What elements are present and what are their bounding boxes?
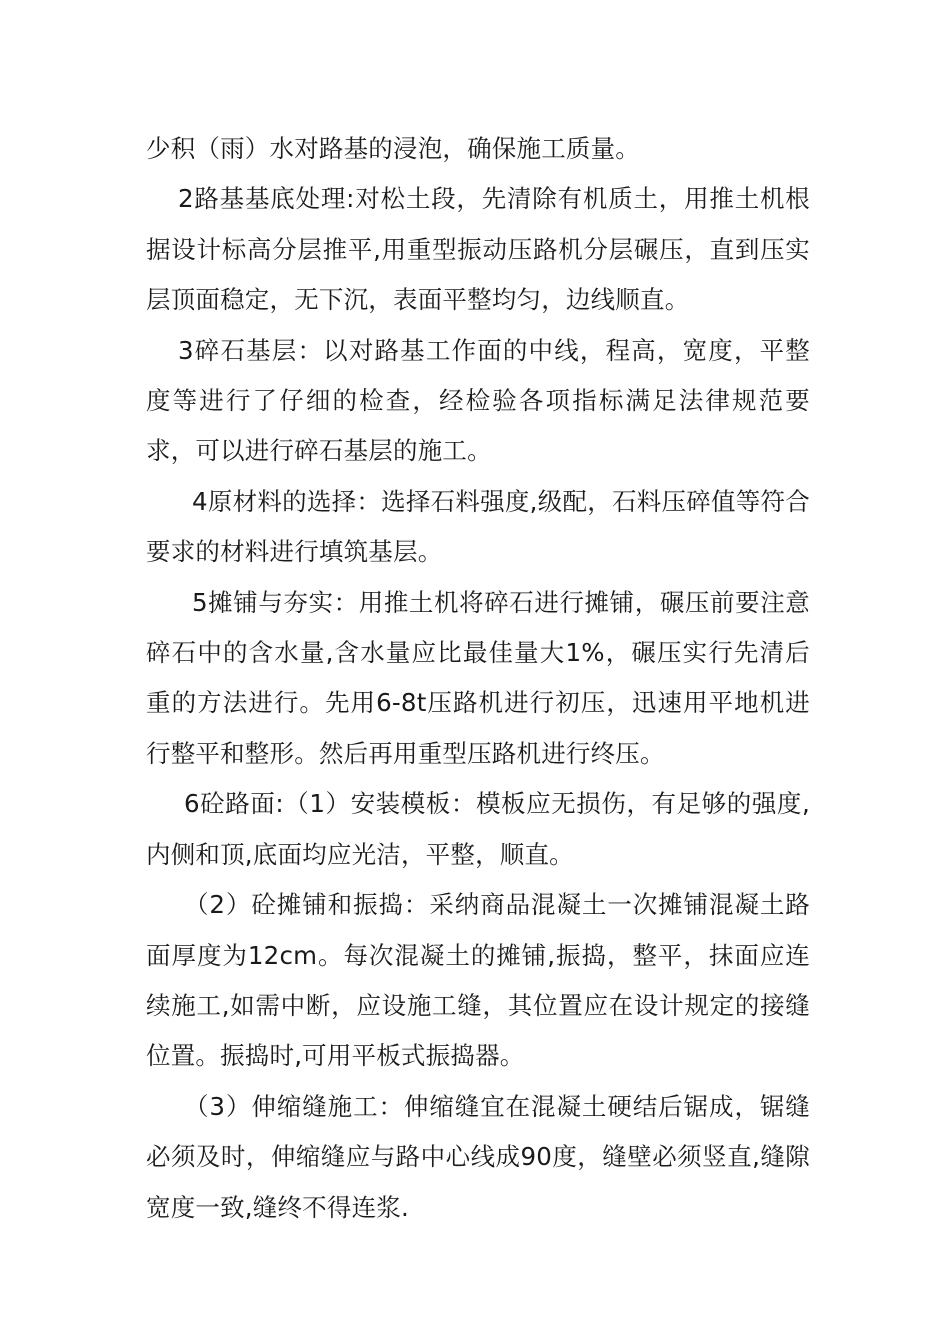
paragraph-raw-material-selection: 4原材料的选择：选择石料强度,级配，石料压碎值等符合要求的材料进行填筑基层。: [146, 486, 810, 567]
paragraph-concrete-paving-vibration: （2）砼摊铺和振捣：采纳商品混凝土一次摊铺混凝土路面厚度为12cm。每次混凝土的摊铺,振捣，整平，抹面应连续施工,如需中断，应设施工缝，其位置应在设计规定的接缝位置。振捣时,可用平板式振捣器。: [146, 890, 810, 1071]
paragraph-expansion-joint: （3）伸缩缝施工：伸缩缝宜在混凝土硬结后锯成，锯缝必须及时，伸缩缝应与路中心线成90度，缝壁必须竖直,缝隙宽度一致,缝终不得连浆.: [146, 1091, 810, 1222]
paragraph-concrete-pavement-formwork: 6砼路面:（1）安装模板：模板应无损伤，有足够的强度,内侧和顶,底面均应光洁，平整，顺直。: [146, 789, 810, 869]
document-body: [146, 124, 810, 1233]
paragraph-gravel-base: 3碎石基层：以对路基工作面的中线，程高，宽度，平整度等进行了仔细的检查，经检验各项指标满足法律规范要求，可以进行碎石基层的施工。: [146, 335, 810, 466]
paragraph-subgrade-base-treatment: 2路基基底处理:对松土段，先清除有机质土，用推土机根据设计标高分层推平,用重型振动压路机分层碾压，直到压实层顶面稳定，无下沉，表面平整均匀，边线顺直。: [146, 184, 810, 315]
paragraph-paving-compaction: 5摊铺与夯实：用推土机将碎石进行摊铺，碾压前要注意碎石中的含水量,含水量应比最佳量大1%，碾压实行先清后重的方法进行。先用6-8t压路机进行初压，迅速用平地机进行整平和整形。然后再用重型压路机进行终压。: [146, 587, 810, 768]
paragraph-continuation: 少积（雨）水对路基的浸泡，确保施工质量。: [146, 134, 640, 163]
